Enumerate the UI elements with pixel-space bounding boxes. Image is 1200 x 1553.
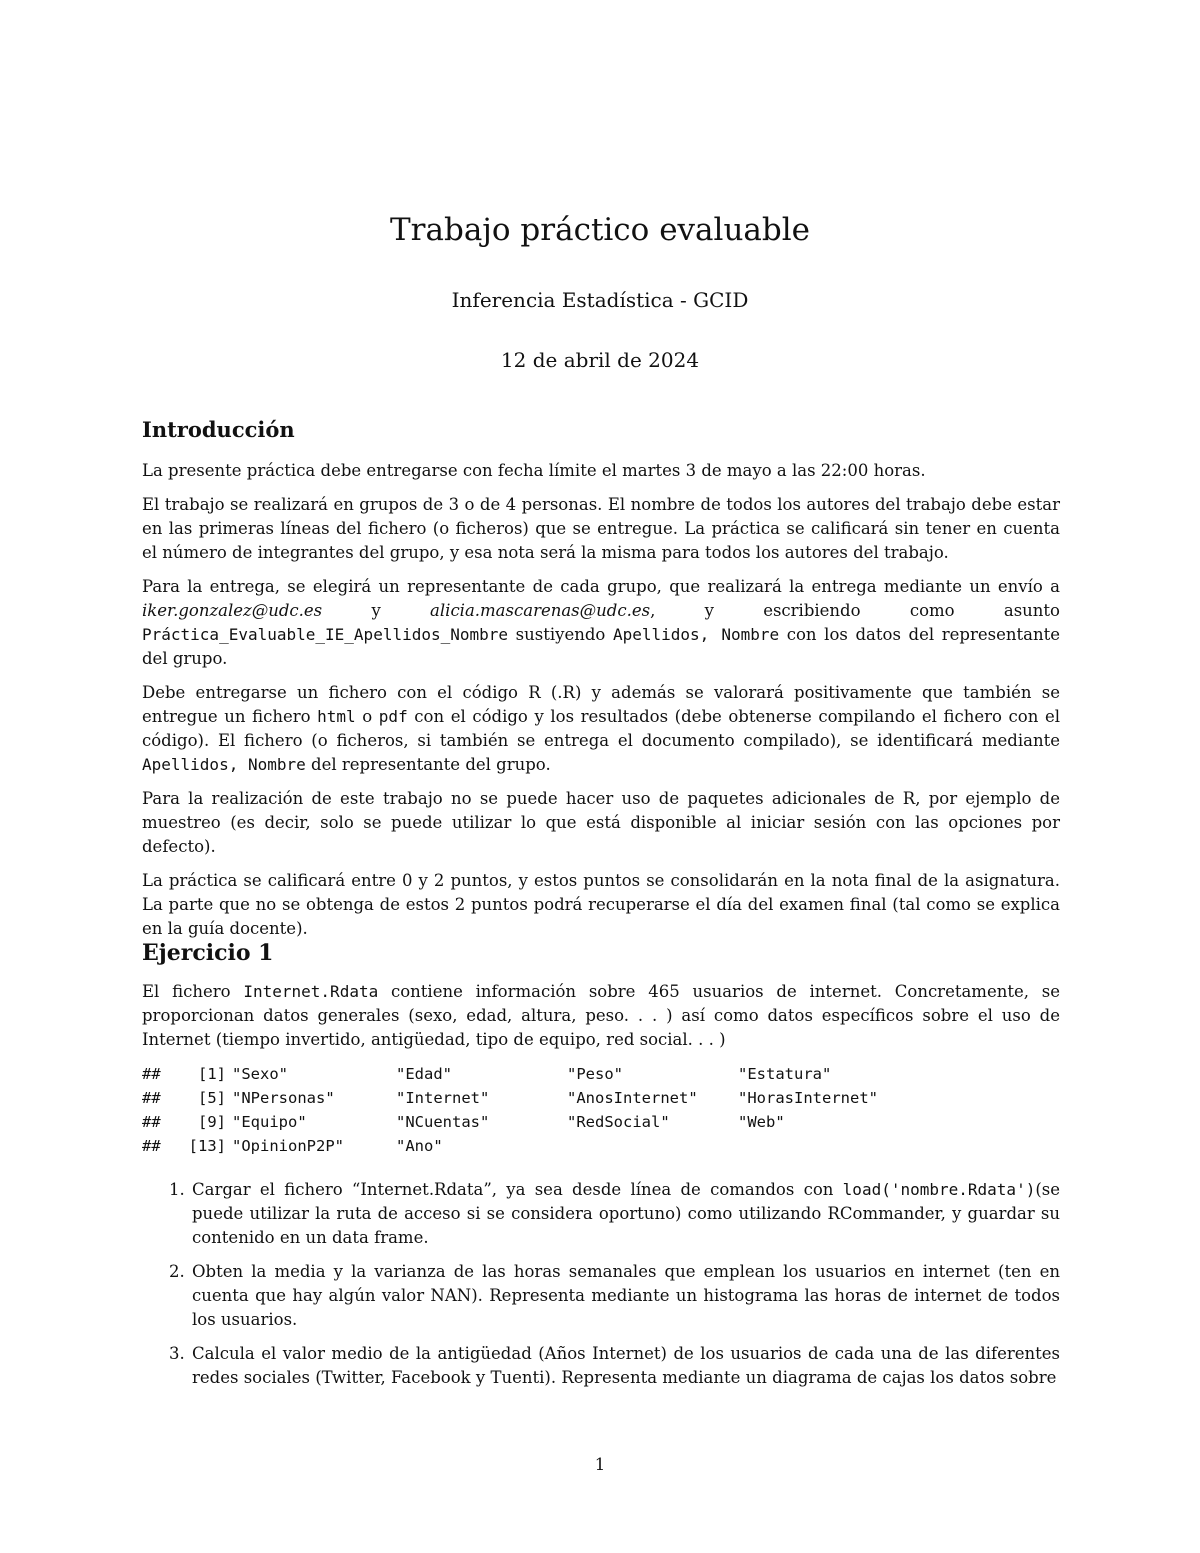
r-output-cell: "Equipo" <box>232 1113 307 1131</box>
document-title: Trabajo práctico evaluable <box>390 212 810 248</box>
identifier-code: Apellidos, Nombre <box>142 755 306 774</box>
intro-paragraph-packages: Para la realización de este trabajo no se puede hacer uso de paquetes adicionales de R, por ejemplo de muestreo (es decir, solo se puede utilizar lo que está disponible al iniciar sesión con las opciones por defecto). <box>142 789 1060 856</box>
r-output-hash: ## <box>142 1137 161 1155</box>
page-number: 1 <box>594 1455 606 1474</box>
submission-text-2: y <box>322 601 431 620</box>
r-output-block <box>142 1062 1060 1158</box>
description-text-2: contiene información sobre 465 usuarios de internet. Concretamente, se proporcionan datos generales (sexo, edad, altura, peso. . . ) así como datos específicos sobre el uso de Internet (tiempo invertido, antigüedad, tipo de equipo, red social. . . ) <box>142 982 1060 1049</box>
r-output-cell: "Edad" <box>396 1065 452 1083</box>
r-output-index: [9] <box>198 1113 226 1131</box>
files-text-4: del representante del grupo. <box>305 755 551 774</box>
r-output-index: [5] <box>198 1089 226 1107</box>
intro-paragraph-files <box>142 681 1060 777</box>
email-iker: iker.gonzalez@udc.es <box>142 601 323 620</box>
r-output-index: [13] <box>188 1137 226 1155</box>
r-output-cell: "Web" <box>738 1113 785 1131</box>
r-output-cell: "NCuentas" <box>396 1113 490 1131</box>
exercise-1-heading: Ejercicio 1 <box>142 940 274 966</box>
r-output-cell: "Estatura" <box>738 1065 832 1083</box>
exercise-1-description <box>142 980 1060 1052</box>
r-output-cell: "Peso" <box>567 1065 623 1083</box>
files-text-3: con el código y los resultados (debe obtenerse compilando el fichero con el código). El fichero (o ficheros, si también se entrega el documento compilado), se identificará mediante <box>142 707 1060 750</box>
submission-text-5: con los datos del representante del grupo. <box>142 625 1060 668</box>
intro-section <box>142 415 1060 951</box>
r-output-index: [1] <box>198 1065 226 1083</box>
submission-text-4: sustiyendo <box>508 625 613 644</box>
exercise-1-section <box>142 938 1060 1400</box>
r-output-cell: "OpinionP2P" <box>232 1137 344 1155</box>
r-output-row <box>142 1134 1060 1158</box>
description-text-1: El fichero <box>142 982 244 1001</box>
intro-paragraph-groups: El trabajo se realizará en grupos de 3 o de 4 personas. El nombre de todos los autores del trabajo debe estar en las primeras líneas del fichero (o ficheros) que se entregue. La práctica se calificará sin tener en cuenta el número de integrantes del grupo, y esa nota será la misma para todos los autores del trabajo. <box>142 495 1060 562</box>
submission-text-3: , y escribiendo como asunto <box>650 601 1060 620</box>
document-subtitle: Inferencia Estadística - GCID <box>451 288 749 312</box>
r-output-row <box>142 1110 1060 1134</box>
document-date: 12 de abril de 2024 <box>500 348 700 372</box>
html-code: html <box>317 707 356 726</box>
task-1 <box>190 1178 1060 1250</box>
r-output-cell: "Sexo" <box>232 1065 288 1083</box>
r-output-cell: "NPersonas" <box>232 1089 335 1107</box>
r-output-hash: ## <box>142 1113 161 1131</box>
r-output-cell: "AnosInternet" <box>567 1089 698 1107</box>
internet-rdata-code: Internet.Rdata <box>243 982 379 1001</box>
r-output-cell: "Ano" <box>396 1137 443 1155</box>
subject-code: Práctica_Evaluable_IE_Apellidos_Nombre <box>142 625 509 644</box>
load-command-code: load('nombre.Rdata') <box>842 1180 1036 1199</box>
r-output-cell <box>732 1134 903 1158</box>
r-output-cell <box>561 1134 732 1158</box>
r-output-cell: "RedSocial" <box>567 1113 670 1131</box>
submission-text-1: Para la entrega, se elegirá un representante de cada grupo, que realizará la entrega mediante un envío a <box>142 577 1060 596</box>
r-output-hash: ## <box>142 1089 161 1107</box>
name-fields-code: Apellidos, Nombre <box>612 625 780 644</box>
intro-paragraph-grading: La práctica se calificará entre 0 y 2 puntos, y estos puntos se consolidarán en la nota final de la asignatura. La parte que no se obtenga de estos 2 puntos podrá recuperarse el día del examen final (tal como se explica en la guía docente). <box>142 871 1060 938</box>
r-output-hash: ## <box>142 1065 161 1083</box>
r-output-row <box>142 1062 1060 1086</box>
pdf-code: pdf <box>378 707 408 726</box>
task-1-text-2: (se puede utilizar la ruta de acceso si se considera oportuno) como utilizando RCommander, y guardar su contenido en un data frame. <box>192 1180 1060 1247</box>
intro-paragraph-deadline: La presente práctica debe entregarse con fecha límite el martes 3 de mayo a las 22:00 horas. <box>142 461 926 480</box>
task-2: 2. Obten la media y la varianza de las horas semanales que emplean los usuarios en internet (ten en cuenta que hay algún valor NAN). Representa mediante un histograma las horas de internet de todos los usuarios. <box>190 1260 1060 1332</box>
task-3: 3. Calcula el valor medio de la antigüedad (Años Internet) de los usuarios de cada una de las diferentes redes sociales (Twitter, Facebook y Tuenti). Representa mediante un diagrama de cajas los datos sobre <box>190 1342 1060 1390</box>
intro-paragraph-submission <box>142 575 1060 671</box>
task-list <box>142 1178 1060 1390</box>
task-1-text-1: Cargar el fichero “Internet.Rdata”, ya sea desde línea de comandos con <box>192 1180 843 1199</box>
files-text-2: o <box>355 707 379 726</box>
r-output-cell: "HorasInternet" <box>738 1089 878 1107</box>
email-alicia: alicia.mascarenas@udc.es <box>430 601 651 620</box>
intro-heading: Introducción <box>142 417 295 442</box>
r-output-row <box>142 1086 1060 1110</box>
r-output-cell: "Internet" <box>396 1089 490 1107</box>
files-text-1: Debe entregarse un fichero con el código R (.R) y además se valorará positivamente que también se entregue un fichero <box>142 683 1060 726</box>
